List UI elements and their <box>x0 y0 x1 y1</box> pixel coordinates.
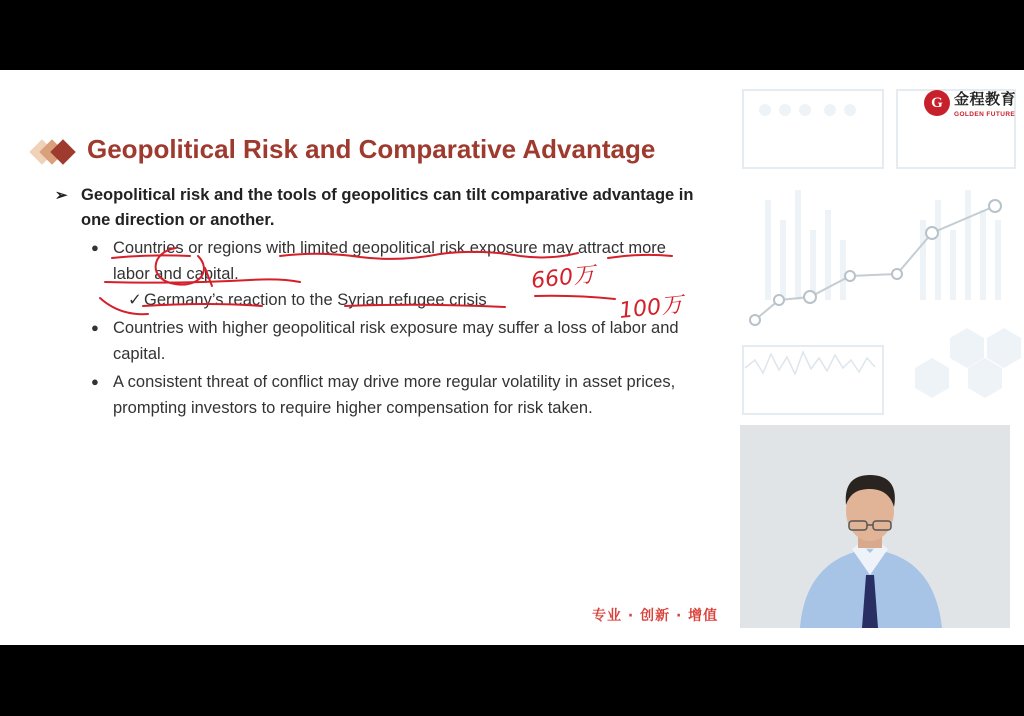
dot-bullet-icon: ● <box>91 240 99 255</box>
arrow-bullet-icon: ➢ <box>55 187 68 204</box>
bullet-level3 <box>128 287 695 313</box>
presenter-icon <box>740 425 1010 628</box>
bullet-text: Countries with higher geopolitical risk exposure may suffer a loss of labor and capital. <box>113 319 679 363</box>
check-bullet-icon: ✓ <box>128 291 142 309</box>
handwritten-note: 100万 <box>618 292 685 324</box>
logo-english-name: GOLDEN FUTURE <box>954 111 1016 118</box>
dot-bullet-icon: ● <box>91 374 99 389</box>
bullet-text: Geopolitical risk and the tools of geopolitics can tilt comparative advantage in one direction or another. <box>81 186 694 229</box>
bullet-level2 <box>91 235 695 287</box>
bullet-list <box>55 183 695 421</box>
bullet-text: Countries or regions with limited geopolitical risk exposure may attract more labor and capital. <box>113 239 666 283</box>
bullet-level2 <box>91 369 695 421</box>
decorative-background-graphic <box>735 70 1024 420</box>
slogan: 专业 · 创新 · 增值 <box>592 608 719 624</box>
handwritten-note: 660万 <box>530 262 597 294</box>
slide <box>0 70 1024 645</box>
bullet-level1 <box>55 183 695 233</box>
title-diamond-icons <box>30 138 82 168</box>
company-logo <box>924 88 1016 118</box>
dot-bullet-icon: ● <box>91 320 99 335</box>
golden-future-logo-icon: G <box>924 90 950 116</box>
logo-chinese-name: 金程教育 <box>954 90 1017 108</box>
bullet-text: A consistent threat of conflict may drive more regular volatility in asset prices, prompting investors to require higher compensation for risk taken. <box>113 373 676 417</box>
bullet-level2 <box>91 315 695 367</box>
slide-title: Geopolitical Risk and Comparative Advantage <box>87 134 656 164</box>
presenter-video <box>740 425 1010 628</box>
bullet-text: Germany’s reaction to the Syrian refugee crisis <box>144 291 487 309</box>
